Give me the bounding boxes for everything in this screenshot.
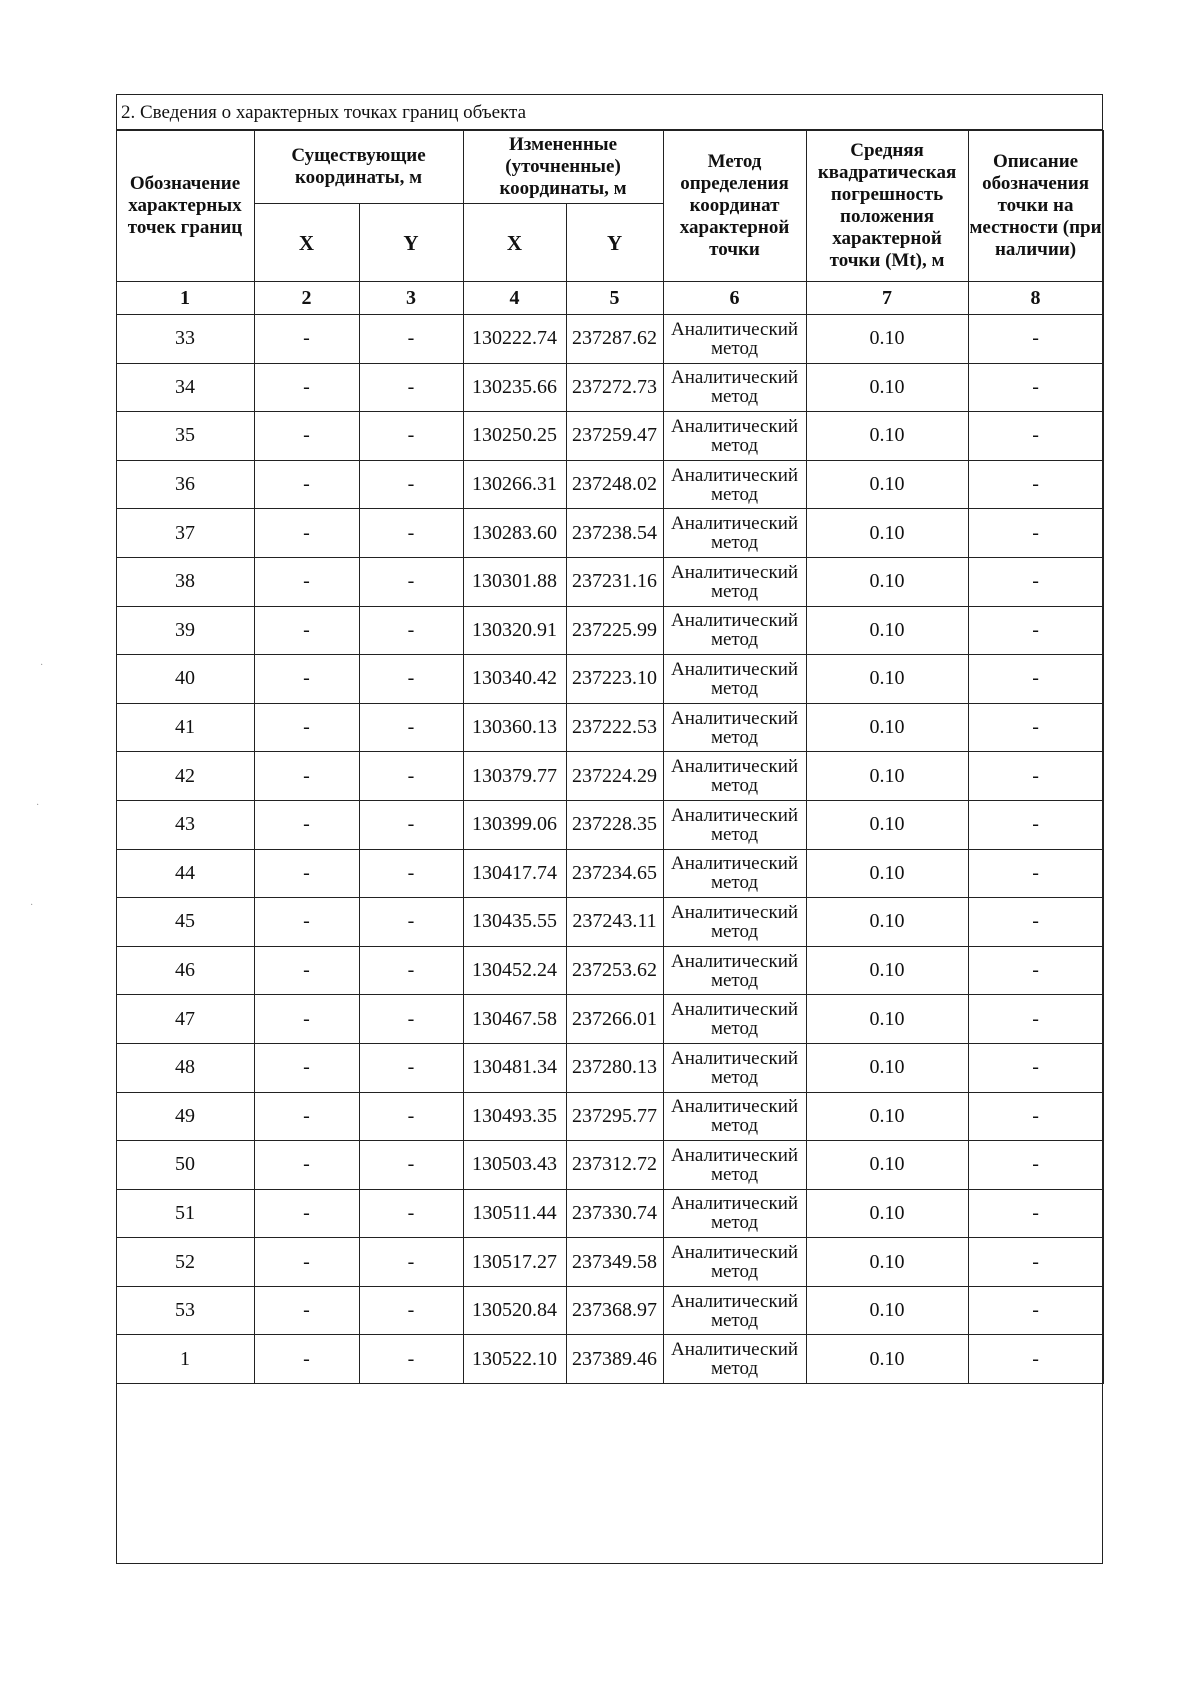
table-row [116,315,1103,364]
column-number: 1 [116,282,254,315]
cell-method: Аналитический метод [663,1238,806,1287]
cell-x: 130481.34 [463,1043,566,1092]
cell-method: Аналитический метод [663,703,806,752]
cell-existing-x: - [254,946,359,995]
column-number: 5 [566,282,663,315]
cell-method: Аналитический метод [663,363,806,412]
cell-y: 237253.62 [566,946,663,995]
cell-x: 130250.25 [463,412,566,461]
cell-description: - [968,1092,1103,1141]
cell-existing-x: - [254,1092,359,1141]
cell-method: Аналитический метод [663,412,806,461]
table-row [116,509,1103,558]
cell-description: - [968,509,1103,558]
cell-description: - [968,1286,1103,1335]
cell-point: 46 [116,946,254,995]
header-existing-x: X [254,204,359,282]
cell-mean-error: 0.10 [806,655,968,704]
cell-method: Аналитический метод [663,1189,806,1238]
header-mean-error: Средняя квадратическая погрешность положения характерной точки (Mt), м [806,131,968,282]
boundary-points-table [116,130,1104,1384]
cell-existing-y: - [359,460,463,509]
cell-point: 38 [116,557,254,606]
cell-existing-x: - [254,703,359,752]
cell-x: 130517.27 [463,1238,566,1287]
cell-point: 53 [116,1286,254,1335]
cell-y: 237330.74 [566,1189,663,1238]
cell-point: 51 [116,1189,254,1238]
cell-y: 237234.65 [566,849,663,898]
cell-mean-error: 0.10 [806,800,968,849]
cell-existing-x: - [254,606,359,655]
cell-y: 237222.53 [566,703,663,752]
table-row [116,655,1103,704]
cell-existing-y: - [359,1335,463,1384]
cell-x: 130360.13 [463,703,566,752]
scan-mark: · [40,660,44,671]
cell-description: - [968,849,1103,898]
cell-existing-y: - [359,946,463,995]
header-method: Метод определения координат характерной точки [663,131,806,282]
cell-mean-error: 0.10 [806,849,968,898]
cell-mean-error: 0.10 [806,946,968,995]
header-changed-coordinates: Измененные (уточненные) координаты, м [463,131,663,204]
header-description: Описание обозначения точки на местности (при наличии) [968,131,1103,282]
table-row [116,1286,1103,1335]
cell-y: 237389.46 [566,1335,663,1384]
cell-existing-x: - [254,1141,359,1190]
cell-description: - [968,995,1103,1044]
cell-method: Аналитический метод [663,315,806,364]
cell-existing-y: - [359,606,463,655]
cell-method: Аналитический метод [663,1043,806,1092]
cell-y: 237280.13 [566,1043,663,1092]
cell-y: 237272.73 [566,363,663,412]
cell-y: 237228.35 [566,800,663,849]
column-number: 7 [806,282,968,315]
cell-y: 237368.97 [566,1286,663,1335]
cell-y: 237231.16 [566,557,663,606]
cell-y: 237223.10 [566,655,663,704]
cell-description: - [968,1043,1103,1092]
cell-description: - [968,460,1103,509]
cell-existing-y: - [359,752,463,801]
cell-existing-x: - [254,655,359,704]
cell-x: 130379.77 [463,752,566,801]
cell-method: Аналитический метод [663,1092,806,1141]
cell-x: 130503.43 [463,1141,566,1190]
cell-point: 47 [116,995,254,1044]
cell-mean-error: 0.10 [806,363,968,412]
cell-method: Аналитический метод [663,1286,806,1335]
cell-existing-x: - [254,898,359,947]
cell-existing-y: - [359,703,463,752]
cell-description: - [968,1189,1103,1238]
cell-point: 50 [116,1141,254,1190]
cell-y: 237248.02 [566,460,663,509]
cell-y: 237238.54 [566,509,663,558]
cell-description: - [968,703,1103,752]
column-number: 2 [254,282,359,315]
cell-x: 130340.42 [463,655,566,704]
column-number: 6 [663,282,806,315]
cell-existing-y: - [359,800,463,849]
cell-point: 39 [116,606,254,655]
cell-method: Аналитический метод [663,509,806,558]
cell-existing-x: - [254,412,359,461]
table-row [116,800,1103,849]
cell-point: 35 [116,412,254,461]
cell-method: Аналитический метод [663,898,806,947]
table-row [116,557,1103,606]
table-body [116,315,1103,1384]
cell-y: 237287.62 [566,315,663,364]
cell-existing-x: - [254,1286,359,1335]
cell-x: 130467.58 [463,995,566,1044]
cell-x: 130522.10 [463,1335,566,1384]
cell-x: 130283.60 [463,509,566,558]
document-sheet [116,94,1103,1564]
cell-existing-y: - [359,509,463,558]
cell-existing-y: - [359,1043,463,1092]
cell-y: 237243.11 [566,898,663,947]
cell-description: - [968,1141,1103,1190]
cell-existing-y: - [359,655,463,704]
cell-method: Аналитический метод [663,800,806,849]
cell-existing-y: - [359,1286,463,1335]
cell-point: 37 [116,509,254,558]
cell-point: 34 [116,363,254,412]
cell-existing-y: - [359,1238,463,1287]
cell-existing-x: - [254,800,359,849]
table-row [116,1189,1103,1238]
cell-existing-y: - [359,315,463,364]
cell-mean-error: 0.10 [806,1238,968,1287]
cell-existing-y: - [359,412,463,461]
table-row [116,363,1103,412]
cell-existing-x: - [254,1335,359,1384]
table-row [116,460,1103,509]
cell-mean-error: 0.10 [806,1043,968,1092]
cell-x: 130520.84 [463,1286,566,1335]
cell-method: Аналитический метод [663,1335,806,1384]
cell-x: 130417.74 [463,849,566,898]
cell-point: 43 [116,800,254,849]
cell-y: 237295.77 [566,1092,663,1141]
cell-point: 44 [116,849,254,898]
cell-existing-x: - [254,995,359,1044]
cell-mean-error: 0.10 [806,1335,968,1384]
cell-point: 52 [116,1238,254,1287]
cell-mean-error: 0.10 [806,606,968,655]
table-row [116,995,1103,1044]
cell-method: Аналитический метод [663,606,806,655]
cell-description: - [968,655,1103,704]
cell-x: 130222.74 [463,315,566,364]
cell-point: 1 [116,1335,254,1384]
table-row [116,703,1103,752]
section-title: 2. Сведения о характерных точках границ объекта [117,95,1102,130]
cell-method: Аналитический метод [663,655,806,704]
cell-mean-error: 0.10 [806,509,968,558]
cell-existing-x: - [254,849,359,898]
cell-mean-error: 0.10 [806,412,968,461]
cell-point: 49 [116,1092,254,1141]
cell-mean-error: 0.10 [806,752,968,801]
header-existing-y: Y [359,204,463,282]
cell-method: Аналитический метод [663,460,806,509]
cell-description: - [968,752,1103,801]
cell-y: 237349.58 [566,1238,663,1287]
cell-mean-error: 0.10 [806,703,968,752]
table-row [116,898,1103,947]
cell-mean-error: 0.10 [806,898,968,947]
header-changed-x: X [463,204,566,282]
cell-method: Аналитический метод [663,1141,806,1190]
cell-description: - [968,557,1103,606]
cell-existing-y: - [359,1092,463,1141]
cell-description: - [968,363,1103,412]
cell-description: - [968,946,1103,995]
cell-existing-x: - [254,1189,359,1238]
cell-x: 130435.55 [463,898,566,947]
cell-point: 45 [116,898,254,947]
cell-description: - [968,315,1103,364]
cell-existing-x: - [254,557,359,606]
cell-method: Аналитический метод [663,995,806,1044]
table-row [116,946,1103,995]
cell-point: 42 [116,752,254,801]
cell-existing-y: - [359,1141,463,1190]
table-row [116,849,1103,898]
cell-x: 130266.31 [463,460,566,509]
cell-x: 130511.44 [463,1189,566,1238]
cell-mean-error: 0.10 [806,1092,968,1141]
cell-description: - [968,800,1103,849]
table-row [116,412,1103,461]
cell-mean-error: 0.10 [806,1286,968,1335]
cell-method: Аналитический метод [663,946,806,995]
header-changed-y: Y [566,204,663,282]
cell-mean-error: 0.10 [806,557,968,606]
cell-description: - [968,1238,1103,1287]
cell-existing-x: - [254,315,359,364]
cell-x: 130493.35 [463,1092,566,1141]
cell-existing-y: - [359,849,463,898]
cell-existing-x: - [254,1043,359,1092]
cell-description: - [968,1335,1103,1384]
column-number: 3 [359,282,463,315]
cell-point: 33 [116,315,254,364]
cell-description: - [968,898,1103,947]
cell-description: - [968,606,1103,655]
cell-method: Аналитический метод [663,557,806,606]
cell-y: 237266.01 [566,995,663,1044]
cell-mean-error: 0.10 [806,460,968,509]
cell-x: 130320.91 [463,606,566,655]
table-row [116,606,1103,655]
cell-point: 36 [116,460,254,509]
cell-method: Аналитический метод [663,849,806,898]
cell-existing-x: - [254,460,359,509]
cell-x: 130452.24 [463,946,566,995]
cell-existing-y: - [359,1189,463,1238]
header-point-designation: Обозначение характерных точек границ [116,131,254,282]
cell-mean-error: 0.10 [806,315,968,364]
cell-existing-x: - [254,509,359,558]
scan-mark: · [30,900,34,911]
cell-existing-y: - [359,898,463,947]
cell-x: 130399.06 [463,800,566,849]
table-row [116,752,1103,801]
table-row [116,1238,1103,1287]
cell-point: 48 [116,1043,254,1092]
cell-existing-x: - [254,1238,359,1287]
cell-existing-x: - [254,363,359,412]
scan-mark: · [36,800,40,811]
table-row [116,1335,1103,1384]
header-existing-coordinates: Существующие координаты, м [254,131,463,204]
cell-existing-x: - [254,752,359,801]
cell-point: 40 [116,655,254,704]
cell-x: 130235.66 [463,363,566,412]
cell-y: 237225.99 [566,606,663,655]
table-row [116,1092,1103,1141]
cell-existing-y: - [359,557,463,606]
cell-existing-y: - [359,363,463,412]
cell-x: 130301.88 [463,557,566,606]
cell-point: 41 [116,703,254,752]
cell-y: 237224.29 [566,752,663,801]
column-number: 4 [463,282,566,315]
cell-y: 237259.47 [566,412,663,461]
table-row [116,1043,1103,1092]
cell-mean-error: 0.10 [806,1141,968,1190]
cell-mean-error: 0.10 [806,995,968,1044]
cell-mean-error: 0.10 [806,1189,968,1238]
table-row [116,1141,1103,1190]
cell-y: 237312.72 [566,1141,663,1190]
column-number: 8 [968,282,1103,315]
cell-existing-y: - [359,995,463,1044]
cell-method: Аналитический метод [663,752,806,801]
cell-description: - [968,412,1103,461]
